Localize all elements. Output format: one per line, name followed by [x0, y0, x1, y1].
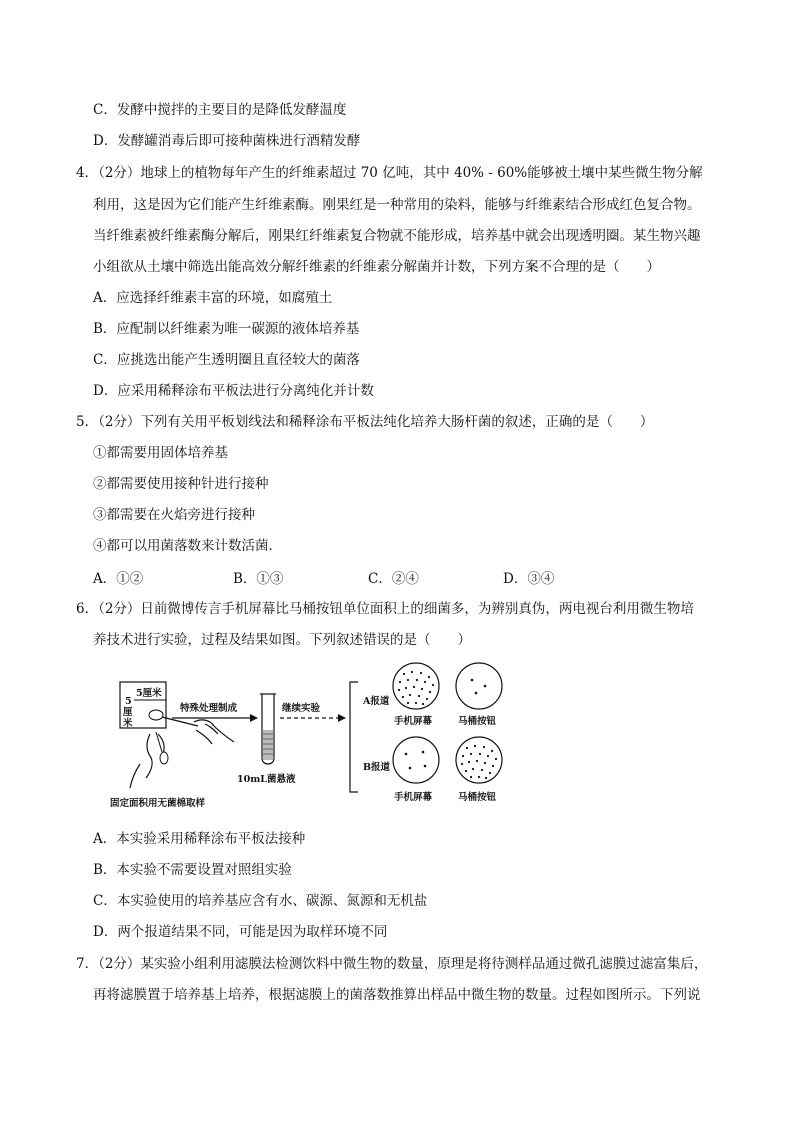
arrow-process-label: 特殊处理制成: [180, 703, 238, 714]
q5-statement-3: ③都需要在火焰旁进行接种: [93, 507, 255, 523]
report-b-label: B报道: [363, 762, 391, 773]
label-5: 5: [125, 696, 132, 707]
result-bracket: [350, 682, 358, 792]
arrow-continue-label: 继续实验: [282, 703, 321, 714]
q4-stem-line-3: 当纤维素被纤维素酶分解后，刚果红纤维素复合物就不能形成，培养基中就会出现透明圈。某生物兴趣: [93, 228, 701, 244]
report-a-label: A报道: [363, 696, 390, 707]
q6-option-d: D．两个报道结果不同，可能是因为取样环境不同: [93, 924, 388, 940]
q4-stem-line-4: 小组欲从土壤中筛选出能高效分解纤维素的纤维素分解菌并计数，下列方案不合理的是（ ）: [93, 259, 660, 275]
q5-statement-1: ①都需要用固体培养基: [93, 445, 228, 461]
label-5cm-top: 5厘米: [136, 688, 162, 699]
q5-options-row: [93, 567, 613, 587]
plate-a-toilet-label: 马桶按钮: [458, 716, 497, 727]
q4-option-d: D．应采用稀释涂布平板法进行分离纯化并计数: [93, 383, 374, 399]
q6-experiment-figure: [110, 660, 540, 810]
plate-a-phone-label: 手机屏幕: [394, 716, 433, 727]
q5-option-b: B．①③: [233, 571, 284, 587]
q5-stem: 5．（2分）下列有关用平板划线法和稀释涂布平板法纯化培养大肠杆菌的叙述，正确的是（ ）: [76, 414, 654, 430]
q7-stem-line-1: 7．（2分）某实验小组利用滤膜法检测饮料中微生物的数量，原理是将待测样品通过微孔滤膜过滤富集后，: [76, 956, 708, 972]
q4-option-a: A．应选择纤维素丰富的环境，如腐殖土: [93, 290, 333, 306]
q6-option-b: B．本实验不需要设置对照组实验: [93, 862, 292, 878]
arrow-process-head: [250, 714, 258, 722]
swab-caption: 固定面积用无菌棉取样: [110, 798, 206, 809]
q7-stem-line-2: 再将滤膜置于培养基上培养，根据滤膜上的菌落数推算出样品中微生物的数量。过程如图所示。下列说: [93, 987, 701, 1003]
q5-statement-4: ④都可以用菌落数来计数活菌．: [93, 538, 282, 554]
q3-option-c: C．发酵中搅拌的主要目的是降低发酵温度: [93, 102, 347, 118]
plate-a-toilet: [456, 663, 502, 709]
q4-stem-line-1: 4．（2分）地球上的植物每年产生的纤维素超过 70 亿吨，其中 40% - 60%能够被土壤中某些微生物分解: [76, 165, 703, 181]
tube-caption: 10mL菌悬液: [237, 774, 296, 785]
q6-stem-line-1: 6．（2分）日前微博传言手机屏幕比马桶按钮单位面积上的细菌多，为辨别真伪，两电视台利用微生物培: [76, 601, 694, 617]
plate-b-phone: [393, 737, 439, 783]
q5-option-d: D．③④: [503, 571, 555, 587]
q6-option-c: C．本实验使用的培养基应含有水、碳源、氮源和无机盐: [93, 893, 428, 909]
label-li: 厘: [123, 707, 133, 718]
right-hand-icon: [194, 720, 234, 744]
tube-liquid: [263, 730, 273, 760]
label-mi: 米: [123, 718, 133, 729]
q5-statement-2: ②都需要使用接种针进行接种: [93, 476, 269, 492]
left-swab-head: [160, 752, 168, 764]
swab-head: [149, 710, 163, 720]
q6-stem-line-2: 养技术进行实验，过程及结果如图。下列叙述错误的是（ ）: [93, 632, 471, 648]
q5-option-a: A．①②: [93, 571, 144, 587]
plate-b-toilet-label: 马桶按钮: [458, 792, 497, 803]
q4-stem-line-2: 利用，这是因为它们能产生纤维素酶。刚果红是一种常用的染料，能够与纤维素结合形成红色复合物。: [93, 197, 701, 213]
arrow-continue-head: [338, 714, 346, 722]
plate-b-phone-label: 手机屏幕: [394, 792, 433, 803]
q6-option-a: A．本实验采用稀释涂布平板法接种: [93, 831, 306, 847]
q4-option-c: C．应挑选出能产生透明圈且直径较大的菌落: [93, 352, 360, 368]
q5-option-c: C．②④: [368, 571, 419, 587]
q3-option-d: D．发酵罐消毒后即可接种菌株进行酒精发酵: [93, 133, 361, 149]
q4-option-b: B．应配制以纤维素为唯一碳源的液体培养基: [93, 321, 360, 337]
